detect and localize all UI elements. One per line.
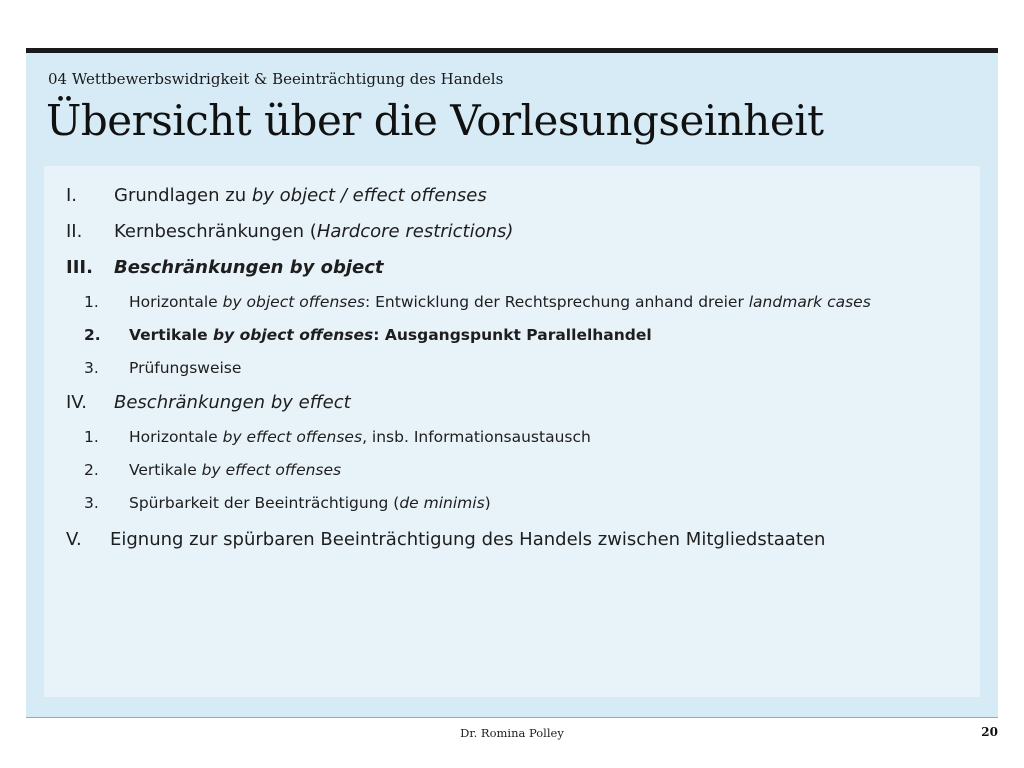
footer-rule [26, 717, 998, 718]
outline-item-text [114, 250, 384, 286]
outline-item-number: 1. [84, 428, 99, 446]
outline-text: Horizontale [129, 428, 223, 446]
outline-text-italic: Hardcore restrictions) [316, 221, 514, 242]
outline-item [44, 421, 980, 454]
outline-item-number: I. [66, 185, 78, 206]
outline-text: Grundlagen zu [114, 185, 252, 206]
outline-item-number: 3. [84, 494, 99, 512]
footer-author: Dr. Romina Polley [460, 726, 564, 740]
outline-text: Vertikale [129, 461, 202, 479]
outline-item-number: V. [66, 529, 82, 550]
outline-item-number: 2. [84, 326, 101, 344]
outline-text-italic: landmark cases [748, 293, 871, 311]
outline-item-text [129, 487, 491, 520]
outline-list [44, 178, 980, 558]
outline-item-text [129, 421, 591, 454]
outline-text: : Entwicklung der Rechtsprechung anhand dreier [364, 293, 749, 311]
outline-text-italic: Beschränkungen by object [114, 257, 384, 278]
outline-text-italic: by object offenses [213, 326, 374, 344]
outline-item-text [114, 385, 351, 421]
outline-text-italic: de minimis [399, 494, 485, 512]
outline-item-text [129, 454, 341, 487]
outline-item [44, 352, 980, 385]
outline-item-text [129, 286, 871, 319]
outline-text: , insb. Informationsaustausch [362, 428, 591, 446]
outline-item-text [114, 214, 513, 250]
outline-text: Horizontale [129, 293, 223, 311]
outline-text: ) [484, 494, 491, 512]
outline-item [44, 286, 980, 319]
content-box [44, 166, 980, 697]
outline-item [44, 522, 980, 558]
outline-item [44, 250, 980, 286]
outline-item [44, 487, 980, 520]
outline-text-italic: by object / effect offenses [251, 185, 487, 206]
outline-item [44, 178, 980, 214]
outline-item-number: 3. [84, 359, 99, 377]
outline-text: Vertikale [129, 326, 214, 344]
outline-item-number: IV. [66, 392, 88, 413]
page-title: Übersicht über die Vorlesungseinheit [46, 96, 824, 145]
outline-item-number: 2. [84, 461, 99, 479]
outline-item [44, 385, 980, 421]
outline-text-italic: Beschränkungen by effect [114, 392, 351, 413]
outline-item [44, 454, 980, 487]
outline-text-italic: by effect offenses [222, 428, 363, 446]
outline-item-number: III. [66, 257, 93, 278]
outline-text: : Ausgangspunkt Parallelhandel [373, 326, 652, 344]
outline-text: Spürbarkeit der Beeinträchtigung ( [129, 494, 400, 512]
outline-item [44, 319, 980, 352]
outline-item [44, 214, 980, 250]
outline-text: Prüfungsweise [129, 359, 242, 377]
outline-text-italic: by object offenses [222, 293, 365, 311]
outline-item-text [129, 319, 652, 352]
outline-item-text [110, 522, 825, 558]
page-number: 20 [981, 725, 998, 739]
outline-item-number: 1. [84, 293, 99, 311]
outline-item-text [129, 352, 241, 385]
outline-text-italic: by effect offenses [201, 461, 342, 479]
outline-item-number: II. [66, 221, 83, 242]
breadcrumb: 04 Wettbewerbswidrigkeit & Beeinträchtigung des Handels [48, 70, 504, 88]
outline-item-text [114, 178, 487, 214]
outline-text: Kernbeschränkungen ( [114, 221, 317, 242]
outline-text: Eignung zur spürbaren Beeinträchtigung des Handels zwischen Mitgliedstaaten [110, 529, 826, 550]
